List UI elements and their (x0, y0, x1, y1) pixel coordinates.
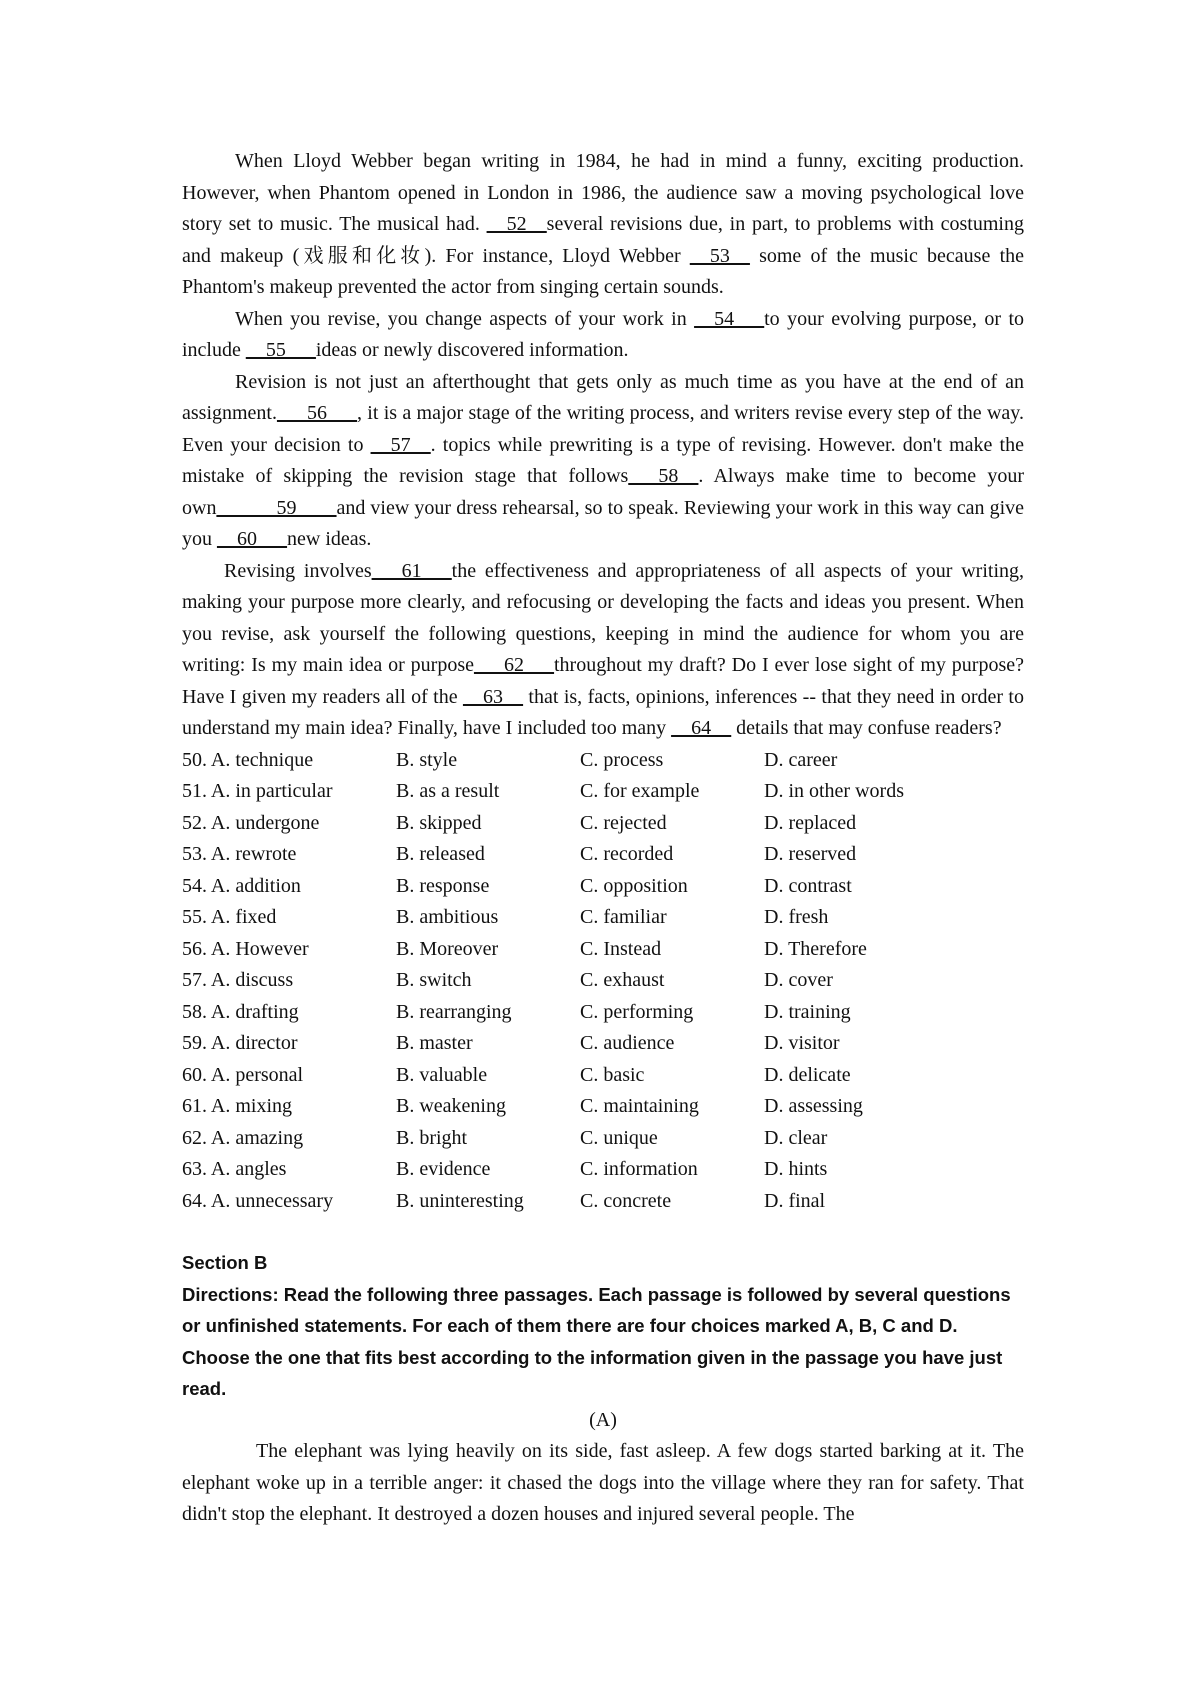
paragraph-text: that is, facts, opinions, inferences -- that they need in order to understand my main idea? Finally, have I included too many (182, 685, 1024, 739)
option-a: 62. A. amazing (182, 1126, 304, 1149)
option-b: B. style (396, 748, 458, 771)
option-row (182, 1186, 1024, 1218)
blank-63: __63__ (463, 685, 524, 708)
paragraph-text: throughout my draft? Do I ever lose sight of my purpose? Have I given my readers all of the (182, 654, 1024, 708)
paragraph-text: When you revise, you change aspects of your work in (235, 307, 695, 330)
option-d: D. fresh (764, 906, 829, 928)
option-d: D. hints (764, 1158, 828, 1180)
option-row (182, 839, 1024, 871)
option-row (182, 1123, 1024, 1155)
option-row (182, 1060, 1024, 1092)
paragraph-text: the effectiveness and appropriateness of all aspects of your writing, making your purpose more clearly, and refocusing or developing the facts and ideas you present. When you revise, ask yourself the following questions, keeping in mind the audience for whom you are writing: Is my main idea or purpose (182, 559, 1025, 676)
option-c: C. basic (580, 1063, 645, 1086)
paragraph-text: to your evolving purpose, or to include (182, 307, 1024, 361)
option-b: B. ambitious (396, 906, 499, 928)
option-c: C. opposition (580, 874, 688, 897)
blank-60: __60___ (217, 528, 287, 550)
option-d: D. visitor (764, 1032, 840, 1054)
option-a: 63. A. angles (182, 1158, 287, 1180)
option-a: 56. A. However (182, 937, 309, 960)
option-d: D. reserved (764, 843, 857, 865)
answer-options (182, 745, 1024, 1218)
paragraph-text: details that may confuse readers? (731, 717, 1002, 739)
paragraph-text: Revising involves (224, 559, 372, 582)
option-a: 64. A. unnecessary (182, 1189, 334, 1212)
paragraph-text: Revision is not just an afterthought that gets only as much time as you have at the end of an assignment. (182, 370, 1024, 424)
cloze-paragraph-3 (182, 367, 1024, 556)
option-b: B. weakening (396, 1095, 506, 1117)
blank-53: __53__ (689, 244, 750, 267)
option-a: 53. A. rewrote (182, 843, 297, 865)
option-c: C. process (580, 748, 664, 771)
passage-label: (A) (589, 1408, 617, 1431)
passage-a-text: The elephant was lying heavily on its side, fast asleep. A few dogs started barking at it. The elephant woke up in a terrible anger: it chased the dogs into the village where they ran for safety. That didn't stop the elephant. It destroyed a dozen houses and injured several people. The (182, 1440, 1024, 1525)
cloze-paragraph-4 (182, 556, 1024, 745)
option-a: 61. A. mixing (182, 1095, 293, 1117)
option-b: B. Moreover (396, 937, 499, 960)
paragraph-text: new ideas. (287, 528, 372, 550)
option-b: B. uninteresting (396, 1189, 524, 1212)
option-b: B. bright (396, 1126, 468, 1149)
exam-page (182, 146, 1024, 1531)
cloze-paragraph-2 (182, 304, 1024, 367)
option-c: C. performing (580, 1000, 694, 1023)
option-a: 50. A. technique (182, 748, 314, 771)
option-c: C. maintaining (580, 1095, 699, 1117)
option-d: D. final (764, 1189, 826, 1212)
option-d: D. clear (764, 1126, 828, 1149)
option-a: 51. A. in particular (182, 780, 333, 802)
blank-61: ___61___ (371, 559, 452, 582)
option-a: 54. A. addition (182, 874, 301, 897)
paragraph-text: and view your dress rehearsal, so to speak. Reviewing your work in this way can give you (182, 496, 1024, 550)
option-row (182, 745, 1024, 777)
blank-62: ___62___ (474, 654, 554, 676)
option-c: C. exhaust (580, 969, 665, 991)
paragraph-text: When Lloyd Webber began writing in 1984, he had in mind a funny, exciting production. However, when Phantom opened in London in 1986, the audience saw a moving psychological love story set to music. The musical had. (182, 150, 1024, 235)
option-a: 59. A. director (182, 1032, 298, 1054)
option-b: B. response (396, 874, 490, 897)
option-d: D. Therefore (764, 937, 867, 960)
blank-52: __52__ (486, 213, 547, 235)
option-row (182, 871, 1024, 903)
option-c: C. information (580, 1158, 698, 1180)
option-row (182, 808, 1024, 840)
section-directions: Directions: Read the following three passages. Each passage is followed by several questions or unfinished statements. For each of them there are four choices marked A, B, C and D. Choose the one that fits best according to the information given in the passage you have just read. (182, 1283, 1011, 1399)
option-b: B. evidence (396, 1158, 491, 1180)
option-c: C. Instead (580, 937, 662, 960)
option-c: C. rejected (580, 811, 667, 834)
option-c: C. familiar (580, 906, 667, 928)
option-row (182, 902, 1024, 934)
option-d: D. training (764, 1000, 851, 1023)
option-a: 60. A. personal (182, 1063, 304, 1086)
blank-57: __57__ (370, 433, 431, 456)
blank-58: ___58__ (628, 465, 699, 487)
blank-55: __55___ (245, 339, 316, 361)
paragraph-text: , it is a major stage of the writing process, and writers revise every step of the way. Even your decision to (182, 402, 1024, 456)
option-d: D. in other words (764, 780, 904, 802)
blank-54: __54___ (694, 307, 765, 330)
option-d: D. delicate (764, 1063, 851, 1086)
option-row (182, 1028, 1024, 1060)
paragraph-text: . topics while prewriting is a type of revising. However. don't make the mistake of skipping the revision stage that follows (182, 433, 1024, 487)
option-c: C. unique (580, 1126, 658, 1149)
option-b: B. as a result (396, 780, 500, 802)
paragraph-text: some of the music because the Phantom's makeup prevented the actor from singing certain sounds. (182, 244, 1024, 298)
option-c: C. for example (580, 780, 700, 802)
option-a: 52. A. undergone (182, 811, 320, 834)
paragraph-text: several revisions due, in part, to problems with costuming and makeup (戏服和化妆). For instance, Lloyd Webber (182, 213, 1024, 267)
option-a: 58. A. drafting (182, 1000, 299, 1023)
option-b: B. master (396, 1032, 473, 1054)
option-d: D. assessing (764, 1095, 863, 1117)
option-c: C. recorded (580, 843, 674, 865)
option-d: D. cover (764, 969, 833, 991)
paragraph-text: . Always make time to become your own (182, 465, 1024, 519)
option-row (182, 776, 1024, 808)
option-a: 57. A. discuss (182, 969, 294, 991)
blank-59: ______59____ (216, 496, 337, 519)
option-b: B. released (396, 843, 485, 865)
option-d: D. replaced (764, 811, 857, 834)
option-c: C. concrete (580, 1189, 672, 1212)
option-b: B. valuable (396, 1063, 488, 1086)
option-row (182, 934, 1024, 966)
option-c: C. audience (580, 1032, 675, 1054)
option-d: D. contrast (764, 874, 852, 897)
blank-64: __64__ (671, 717, 732, 739)
option-row (182, 965, 1024, 997)
section-title: Section B (182, 1252, 268, 1273)
paragraph-text: ideas or newly discovered information. (315, 339, 629, 361)
blank-56: ___56___ (277, 402, 357, 424)
option-row (182, 1091, 1024, 1123)
option-row (182, 1154, 1024, 1186)
option-b: B. rearranging (396, 1000, 512, 1023)
cloze-paragraph-1 (182, 146, 1024, 304)
option-d: D. career (764, 748, 838, 771)
option-b: B. skipped (396, 811, 482, 834)
option-a: 55. A. fixed (182, 906, 277, 928)
option-b: B. switch (396, 969, 472, 991)
option-row (182, 997, 1024, 1029)
